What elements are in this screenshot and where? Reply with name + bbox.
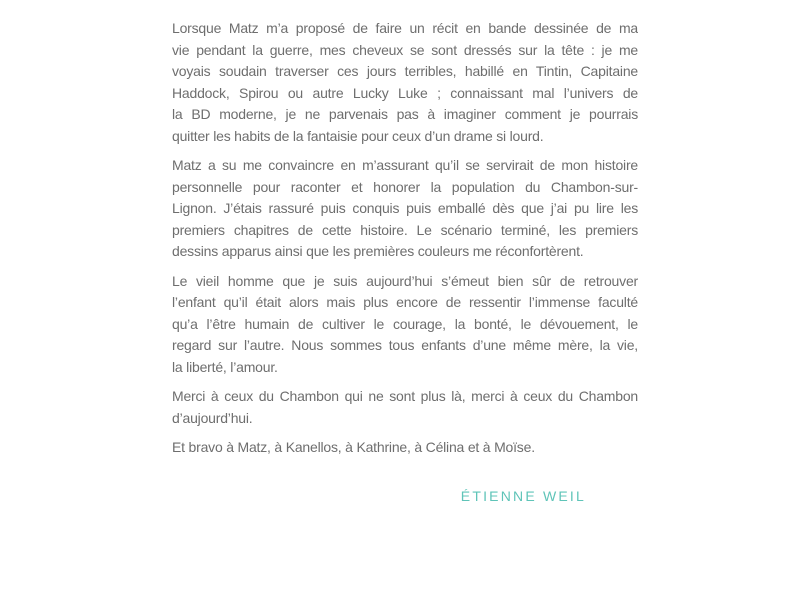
text-line: l’enfant qu’il était alors mais plus encore de ressentir l’immense faculté <box>172 294 638 310</box>
text-line: la BD moderne, je ne parvenais pas à imaginer comment je pourrais <box>172 106 638 122</box>
text-line: personnelle pour raconter et honorer la population du Chambon-sur- <box>172 178 638 195</box>
text-line: Haddock, Spirou ou autre Lucky Luke ; connaissant mal l’univers de <box>172 84 638 101</box>
text-line: Matz a su me convaincre en m’assurant qu’il se servirait de mon histoire <box>172 157 638 173</box>
text-line: la liberté, l’amour. <box>172 358 278 375</box>
text-line: d’aujourd’hui. <box>172 409 253 426</box>
paragraph <box>172 437 638 459</box>
text-line: qu’a l’être humain de cultiver le courage, la bonté, le dévouement, le <box>172 315 638 332</box>
paragraph <box>172 271 638 379</box>
text-line: vie pendant la guerre, mes cheveux se sont dressés sur la tête : je me <box>172 41 638 58</box>
text-line: regard sur l’autre. Nous sommes tous enfants d’une même mère, la vie, <box>172 337 638 353</box>
text-line: Le vieil homme que je suis aujourd’hui s’émeut bien sûr de retrouver <box>172 272 638 289</box>
text-line: Merci à ceux du Chambon qui ne sont plus là, merci à ceux du Chambon <box>172 388 638 404</box>
paragraph <box>172 18 638 147</box>
text-line: Lorsque Matz m’a proposé de faire un récit en bande dessinée de ma <box>172 20 638 36</box>
text-line: dessins apparus ainsi que les premières couleurs me réconfortèrent. <box>172 243 584 259</box>
text-line: Et bravo à Matz, à Kanellos, à Kathrine, à Célina et à Moïse. <box>172 439 535 455</box>
text-line: quitter les habits de la fantaisie pour ceux d’un drame si lourd. <box>172 127 544 144</box>
paragraph <box>172 155 638 263</box>
text-line: voyais soudain traverser ces jours terribles, habillé en Tintin, Capitaine <box>172 63 638 79</box>
preface-text <box>172 18 638 505</box>
paragraph <box>172 386 638 429</box>
text-line: premiers chapitres de cette histoire. Le scénario terminé, les premiers <box>172 221 638 238</box>
author-signature: ÉTIENNE WEIL <box>460 487 586 504</box>
text-line: Lignon. J’étais rassuré puis conquis puis emballé dès que j’ai pu lire les <box>172 200 638 216</box>
